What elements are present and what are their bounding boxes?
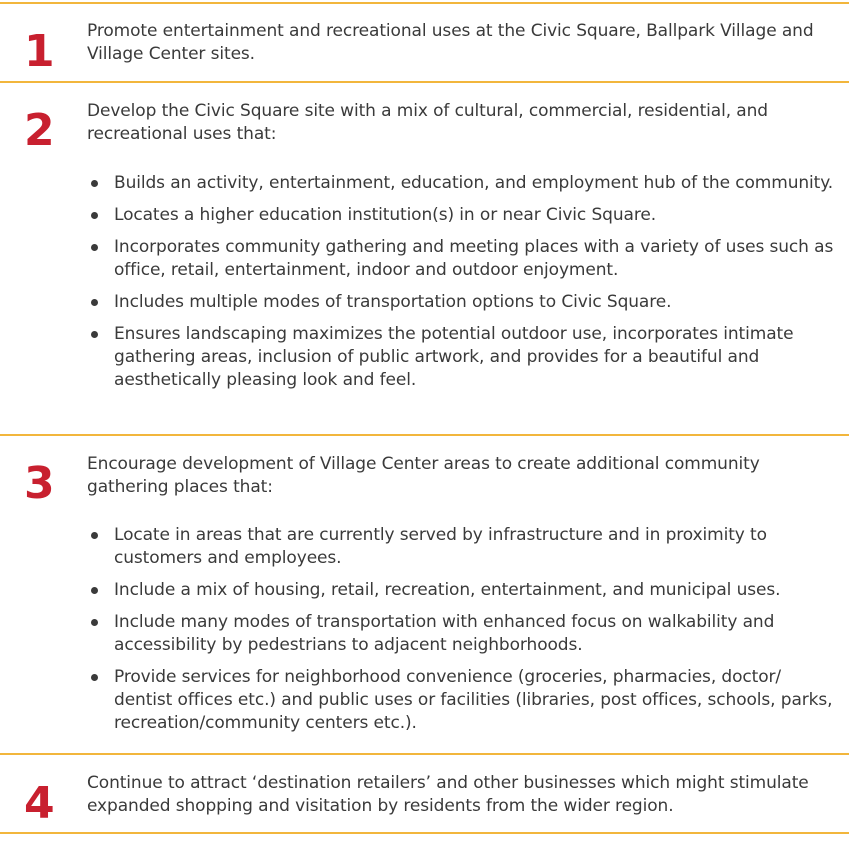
bullet-icon <box>91 244 98 251</box>
divider-2-3 <box>0 434 849 436</box>
list-item-text: Locates a higher education institution(s) in or near Civic Square. <box>114 205 657 225</box>
list-item <box>87 204 837 227</box>
item-number: 4 <box>24 778 55 829</box>
list-item-text: Includes multiple modes of transportation options to Civic Square. <box>114 292 672 312</box>
bullet-list <box>87 172 837 401</box>
list-item <box>87 524 837 570</box>
bullet-icon <box>91 532 98 539</box>
list-item-text: Ensures landscaping maximizes the potential outdoor use, incorporates intimate gathering areas, inclusion of public artwork, and provides for a beautiful and aesthetically pleasing look and feel. <box>114 324 794 390</box>
divider-3-4 <box>0 753 849 755</box>
item-text: Continue to attract ‘destination retailers’ and other businesses which might stimulate expanded shopping and visitation by residents from the wider region. <box>87 773 809 816</box>
list-item-text: Provide services for neighborhood convenience (groceries, pharmacies, doctor/ dentist offices etc.) and public uses or facilities (libraries, post offices, schools, parks, recreation/community centers etc.). <box>114 667 833 733</box>
list-item <box>87 236 837 282</box>
list-item <box>87 172 837 195</box>
list-item-text: Include a mix of housing, retail, recreation, entertainment, and municipal uses. <box>114 580 781 600</box>
list-item <box>87 579 837 602</box>
list-item <box>87 611 837 657</box>
list-item <box>87 291 837 314</box>
bullet-icon <box>91 180 98 187</box>
item-number: 1 <box>24 26 55 77</box>
bullet-list <box>87 524 837 744</box>
item-text: Develop the Civic Square site with a mix of cultural, commercial, residential, and recreational uses that: <box>87 101 768 144</box>
list-item <box>87 666 837 735</box>
item-number: 2 <box>24 105 55 156</box>
list-item-text: Locate in areas that are currently served by infrastructure and in proximity to customers and employees. <box>114 525 767 568</box>
bullet-icon <box>91 619 98 626</box>
divider-top <box>0 2 849 4</box>
list-item <box>87 323 837 392</box>
list-item-text: Include many modes of transportation with enhanced focus on walkability and accessibility by pedestrians to adjacent neighborhoods. <box>114 612 775 655</box>
bullet-icon <box>91 212 98 219</box>
bullet-icon <box>91 587 98 594</box>
item-text: Promote entertainment and recreational uses at the Civic Square, Ballpark Village and Village Center sites. <box>87 21 814 64</box>
list-item-text: Incorporates community gathering and meeting places with a variety of uses such as office, retail, entertainment, indoor and outdoor enjoyment. <box>114 237 834 280</box>
bullet-icon <box>91 674 98 681</box>
item-text: Encourage development of Village Center areas to create additional community gathering places that: <box>87 454 760 497</box>
list-item-text: Builds an activity, entertainment, education, and employment hub of the community. <box>114 173 834 193</box>
item-number: 3 <box>24 458 55 509</box>
bullet-icon <box>91 299 98 306</box>
bullet-icon <box>91 331 98 338</box>
divider-bottom <box>0 832 849 834</box>
divider-1-2 <box>0 81 849 83</box>
